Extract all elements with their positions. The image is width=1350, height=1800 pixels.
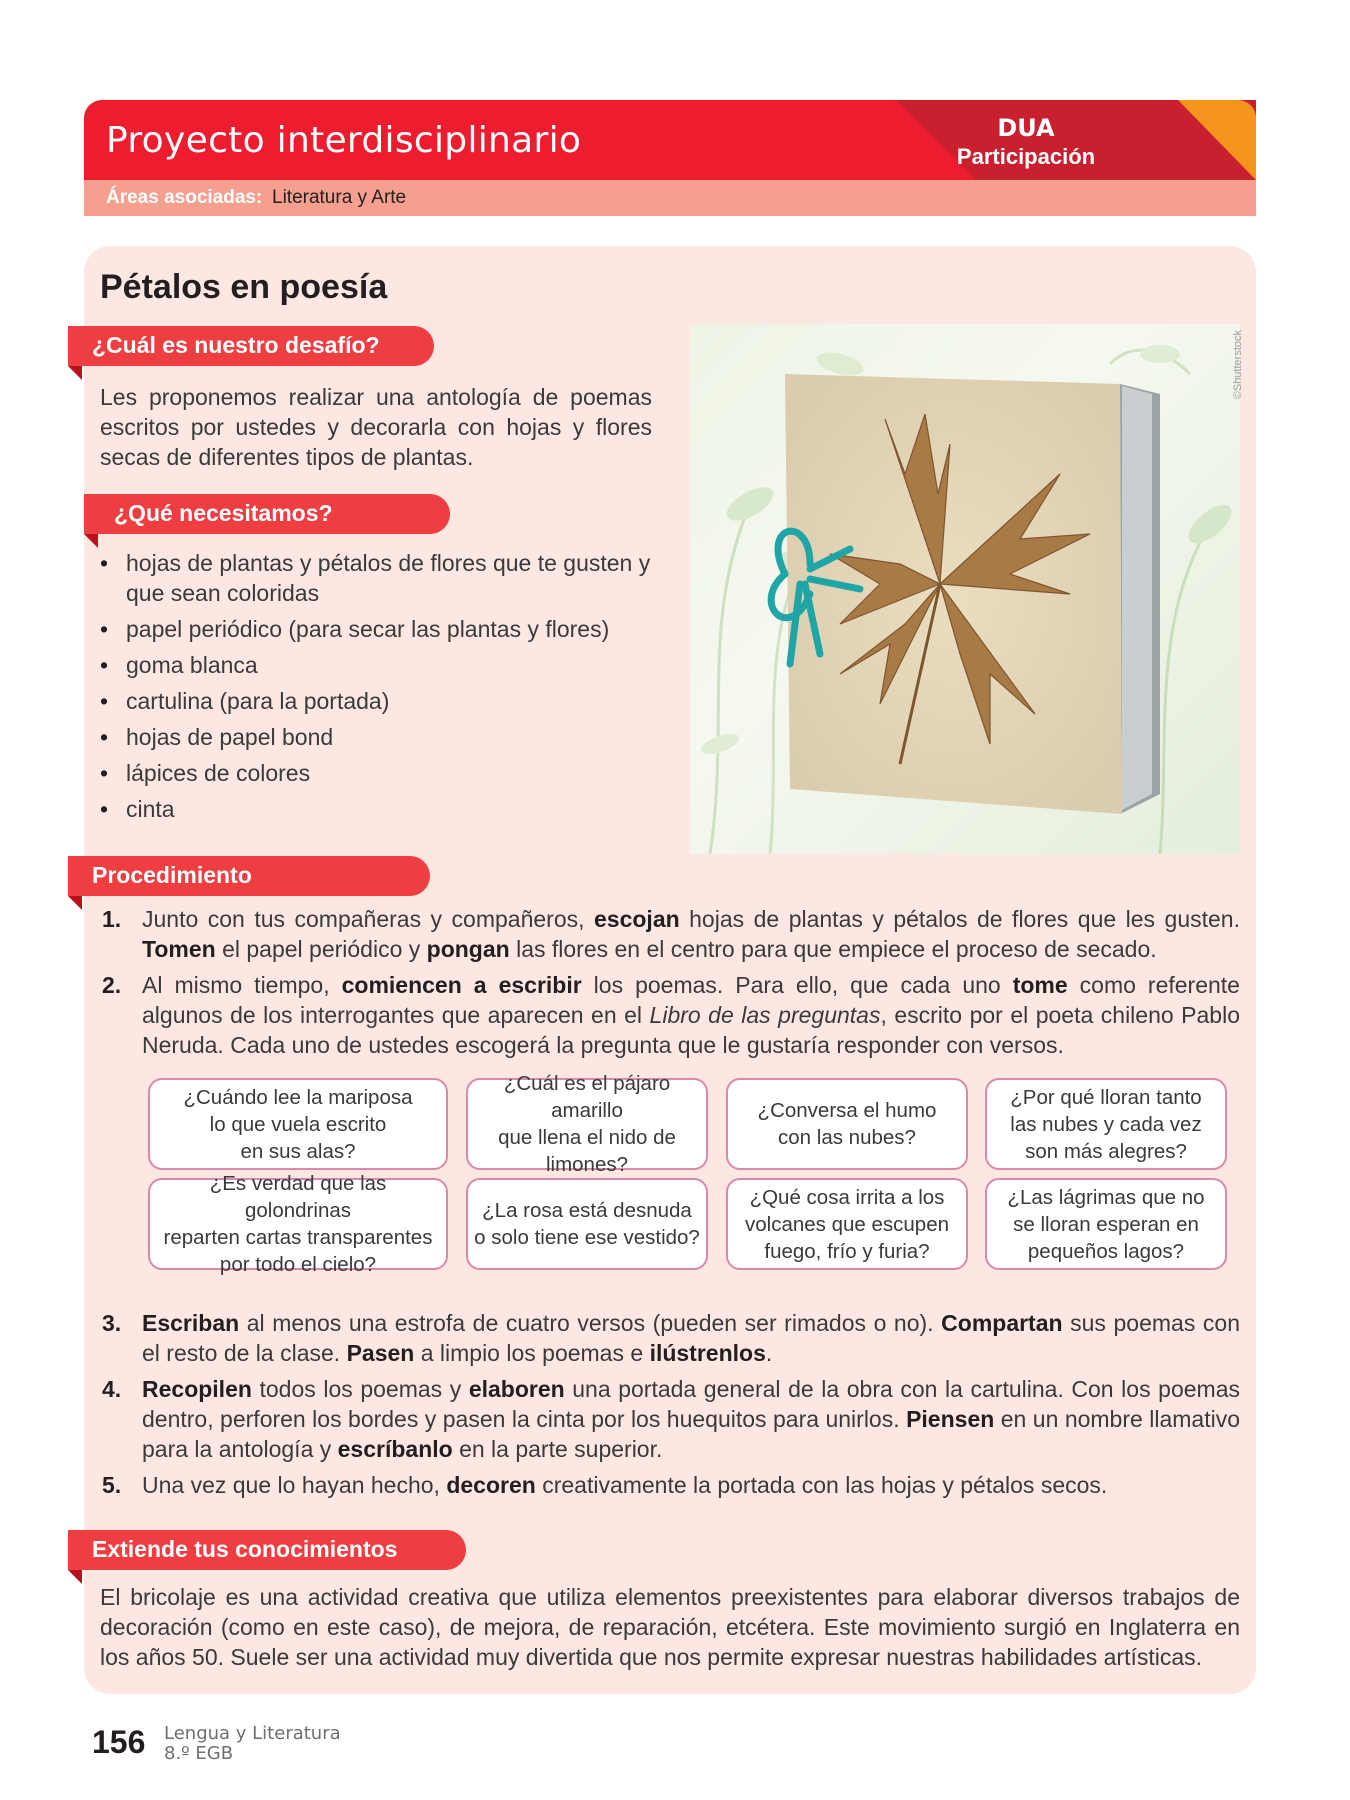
header-title: Proyecto interdisciplinario (106, 120, 582, 161)
procedure-heading: Procedimiento (68, 856, 430, 896)
step-text: creativamente la portada con las hojas y pétalos secos. (535, 1472, 1108, 1498)
neruda-question-box (148, 1078, 448, 1170)
step-keyword: elaboren (468, 1376, 565, 1402)
question-line: volcanes que escupen (744, 1212, 949, 1236)
extend-text: El bricolaje es una actividad creativa que utiliza elementos preexistentes para elaborar diversos trabajos de decoración (como en este caso), de mejora, de reparación, etcétera. Este movimiento surgió en Inglaterra en los años 50. Suele ser una actividad muy divertida que nos permite expresar nuestras habilidades artísticas. (100, 1584, 1240, 1670)
leaf-book-illustration (690, 324, 1240, 854)
step-keyword: escríbanlo (337, 1436, 453, 1462)
materials-list (100, 548, 660, 830)
question-line: con las nubes? (778, 1126, 916, 1149)
step-keyword: comiencen a escribir (341, 972, 582, 998)
leaf-book-photo (690, 324, 1240, 854)
step-keyword: Compartan (941, 1310, 1063, 1336)
step-text: las flores en el centro para que empiece el proceso de secado. (509, 936, 1157, 962)
material-item: • cartulina (para la portada) (100, 686, 660, 716)
question-line: ¿Por qué lloran tanto (1010, 1085, 1202, 1109)
procedure-steps-1-2 (102, 904, 1240, 1066)
page-title: Pétalos en poesía (100, 268, 388, 306)
dua-title: DUA (997, 114, 1055, 142)
material-item: • hojas de papel bond (100, 722, 660, 752)
step-text: al menos una estrofa de cuatro versos (pueden ser rimados o no). (239, 1310, 942, 1336)
subject-label (164, 1724, 341, 1764)
step-text: sus poemas con el resto de la clase. (142, 1310, 1241, 1366)
step-number: 5. (102, 1472, 122, 1498)
material-item: • papel periódico (para secar las plantas y flores) (100, 614, 660, 644)
question-line: reparten cartas transparentes (163, 1226, 433, 1249)
neruda-question-box (148, 1172, 448, 1276)
step-text: todos los poemas y (251, 1376, 469, 1402)
step-keyword: escojan (594, 906, 680, 932)
question-line: son más alegres? (1025, 1139, 1187, 1163)
question-text (474, 1197, 700, 1251)
question-line: por todo el cielo? (219, 1253, 377, 1276)
question-line: ¿Las lágrimas que no (1007, 1185, 1205, 1209)
step-keyword: tome (1012, 972, 1068, 998)
challenge-text: Les proponemos realizar una antología de poemas escritos por ustedes y decorarla con hojas y flores secas de diferentes tipos de plantas. (100, 384, 652, 470)
material-item: • hojas de plantas y pétalos de flores que te gusten y que sean coloridas (100, 548, 660, 608)
step-keyword: pongan (426, 936, 510, 962)
step-text: hojas de plantas y pétalos de flores que les gusten. (679, 906, 1240, 932)
step-number: 3. (102, 1310, 122, 1336)
procedure-step (102, 1374, 1240, 1464)
book-title: Libro de las preguntas (649, 1002, 881, 1028)
step-text: . (765, 1340, 773, 1366)
step-text: en la parte superior. (452, 1436, 663, 1462)
step-keyword: Tomen (142, 936, 216, 962)
question-line: en sus alas? (240, 1139, 356, 1163)
step-text: los poemas. Para ello, que cada uno (581, 972, 1013, 998)
step-number: 1. (102, 906, 122, 932)
step-text: en un nombre llamativo para la antología y (142, 1406, 1241, 1462)
material-item: • lápices de colores (100, 758, 660, 788)
step-text: una portada general de la obra con la cartulina. Con los poemas dentro, perforen los bordes y pasen la cinta por los huequitos para unirlos. (142, 1376, 1240, 1432)
procedure-step (102, 1308, 1240, 1368)
neruda-question-box (985, 1178, 1227, 1270)
associated-areas-bar (84, 180, 1256, 216)
question-line: ¿Cuándo lee la mariposa (183, 1085, 413, 1109)
step-keyword: decoren (446, 1472, 536, 1498)
question-line: limones? (545, 1153, 629, 1176)
step-keyword: Pasen (346, 1340, 415, 1366)
challenge-heading: ¿Cuál es nuestro desafío? (68, 326, 434, 366)
neruda-question-box (726, 1178, 968, 1270)
question-text (183, 1084, 412, 1165)
question-line: o solo tiene ese vestido? (474, 1226, 700, 1249)
question-line: que llena el nido de (498, 1126, 676, 1149)
question-text (1007, 1184, 1204, 1265)
procedure-step (102, 1470, 1240, 1500)
procedure-step (102, 970, 1240, 1060)
page-number: 156 (92, 1724, 146, 1760)
extend-heading: Extiende tus conocimientos (68, 1530, 466, 1570)
question-line: ¿Es verdad que las golondrinas (209, 1172, 387, 1222)
step-text: , escrito por el poeta chileno Pablo Neruda. Cada uno de ustedes escogerá la pregunta que le gustaría responder con versos. (142, 1002, 1240, 1058)
photo-credit: ©Shutterstock (1232, 330, 1244, 400)
question-line: las nubes y cada vez (1010, 1112, 1202, 1136)
question-line: lo que vuela escrito (209, 1112, 387, 1136)
question-text (1010, 1084, 1201, 1165)
question-line: ¿Cuál es el pájaro amarillo (503, 1072, 671, 1122)
procedure-steps-3-5 (102, 1308, 1240, 1506)
question-text (745, 1184, 949, 1265)
neruda-question-box (466, 1072, 708, 1176)
needs-heading-label: ¿Qué necesitamos? (114, 500, 333, 526)
question-line: pequeños lagos? (1027, 1239, 1185, 1263)
question-text (474, 1070, 700, 1178)
question-line: ¿Qué cosa irrita a los (749, 1185, 945, 1209)
step-text: Junto con tus compañeras y compañeros, (142, 906, 594, 932)
step-text: Una vez que lo hayan hecho, (142, 1472, 447, 1498)
needs-heading (84, 494, 450, 534)
question-line: ¿La rosa está desnuda (482, 1199, 692, 1222)
project-header (84, 100, 1256, 180)
material-item: • goma blanca (100, 650, 660, 680)
step-number: 4. (102, 1376, 122, 1402)
step-keyword: Recopilen (142, 1376, 252, 1402)
neruda-question-box (726, 1078, 968, 1170)
step-keyword: Piensen (906, 1406, 995, 1432)
step-number: 2. (102, 972, 122, 998)
step-text: el papel periódico y (215, 936, 427, 962)
step-text: como referente algunos de los interrogantes que aparecen en el (142, 972, 1240, 1028)
neruda-question-box (466, 1178, 708, 1270)
procedure-step (102, 904, 1240, 964)
areas-label: Áreas asociadas: (106, 187, 263, 208)
grade-level: 8.º EGB (164, 1743, 234, 1764)
question-text (758, 1097, 937, 1151)
dua-subtitle: Participación (956, 144, 1096, 169)
step-keyword: Escriban (142, 1310, 240, 1336)
question-line: ¿Conversa el humo (757, 1099, 937, 1122)
subject-name: Lengua y Literatura (164, 1723, 341, 1744)
step-keyword: ilústrenlos (649, 1340, 766, 1366)
step-text: a limpio los poemas e (414, 1340, 650, 1366)
question-line: se lloran esperan en (1013, 1212, 1199, 1236)
areas-value: Literatura y Arte (272, 187, 407, 208)
question-line: fuego, frío y furia? (764, 1239, 930, 1263)
neruda-question-box (985, 1078, 1227, 1170)
material-item: • cinta (100, 794, 660, 824)
step-text: Al mismo tiempo, (142, 972, 342, 998)
question-text (156, 1170, 440, 1278)
